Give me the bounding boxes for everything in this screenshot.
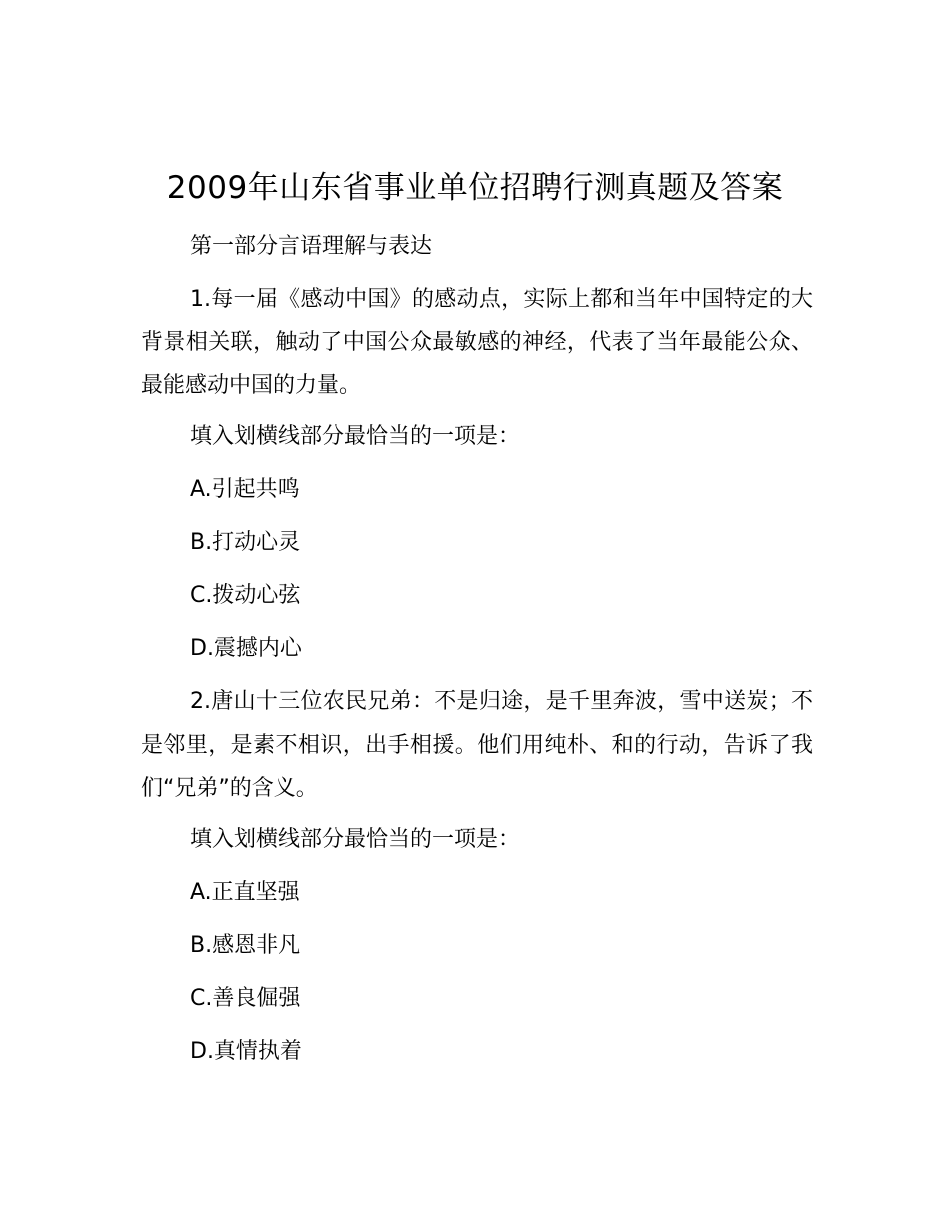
option-a: A.正直坚强 [190,879,300,905]
option-a: A.引起共鸣 [190,477,300,503]
option-b: B.打动心灵 [190,530,301,556]
question-stem: 1.每一届《感动中国》的感动点，实际上都和当年中国特定的大背景相关联，触动了中国公众最敏感的神经，代表了当年最能公众、最能感动中国的力量。 [141,287,813,399]
question-prompt: 填入划横线部分最恰当的一项是： [190,826,521,852]
question-stem: 2.唐山十三位农民兄弟：不是归途，是千里奔波，雪中送炭；不是邻里，是素不相识，出手相援。他们用纯朴、和的行动，告诉了我们“兄弟”的含义。 [141,689,813,801]
option-c: C.善良倔强 [190,985,301,1011]
question-2 [141,680,813,1074]
option-d: D.震撼内心 [190,636,302,662]
document-title: 2009年山东省事业单位招聘行测真题及答案 [166,170,784,206]
question-prompt: 填入划横线部分最恰当的一项是： [190,424,521,450]
question-1 [141,278,813,672]
option-c: C.拨动心弦 [190,583,301,609]
option-b: B.感恩非凡 [190,932,301,958]
section-heading: 第一部分言语理解与表达 [190,234,433,259]
option-d: D.真情执着 [190,1038,302,1064]
document-body [141,225,813,1083]
